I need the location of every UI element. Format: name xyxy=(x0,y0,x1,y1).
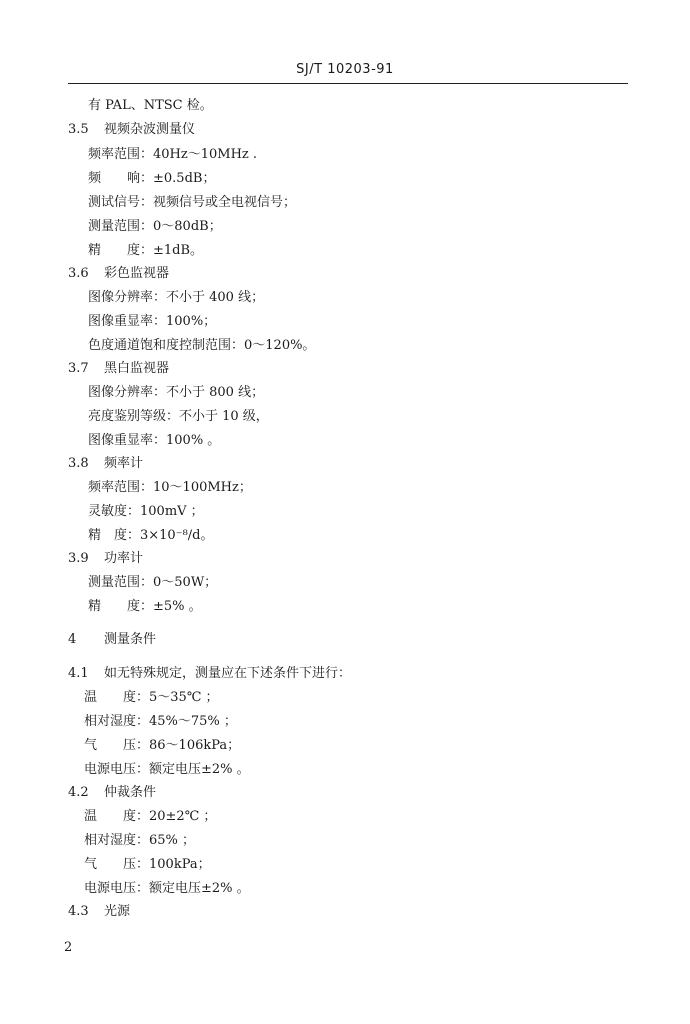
spec-line: 测量范围：0～80dB； xyxy=(88,219,222,234)
section-number: 3.9 xyxy=(68,551,89,566)
spec-line: 色度通道饱和度控制范围：0～120%。 xyxy=(88,338,316,353)
section-number: 3.5 xyxy=(68,122,89,137)
spec-line: 温 度：20±2℃ ； xyxy=(84,809,217,824)
spec-line: 频 响：±0.5dB； xyxy=(88,171,216,186)
spec-line: 相对湿度：65% ； xyxy=(84,833,196,848)
section-heading xyxy=(68,904,130,920)
spec-line: 频率范围：10～100MHz； xyxy=(88,480,252,495)
spec-line: 气 压：100kPa； xyxy=(84,857,211,872)
section-heading xyxy=(68,632,156,648)
spec-line: 灵敏度：100mV ； xyxy=(88,504,204,519)
section-title: 视频杂波测量仪 xyxy=(104,122,196,137)
spec-line: 精 度：±5% 。 xyxy=(88,599,202,614)
section-title: 测量条件 xyxy=(104,632,157,647)
section-title: 仲裁条件 xyxy=(104,785,157,800)
spec-line: 气 压：86～106kPa； xyxy=(84,738,241,753)
section-title: 黑白监视器 xyxy=(104,361,170,376)
spec-line: 精 度：±1dB。 xyxy=(88,243,204,258)
spec-line: 亮度鉴别等级：不小于 10 级， xyxy=(88,409,269,424)
section-number: 4.3 xyxy=(68,904,89,919)
section-title: 频率计 xyxy=(104,456,144,471)
spec-line: 电源电压：额定电压±2% 。 xyxy=(84,881,250,896)
section-number: 4.2 xyxy=(68,785,89,800)
spec-line: 有 PAL、NTSC 检。 xyxy=(88,98,213,113)
section-heading xyxy=(68,361,169,377)
section-heading xyxy=(68,551,143,567)
spec-line: 图像重显率：100%； xyxy=(88,314,217,329)
spec-line: 电源电压：额定电压±2% 。 xyxy=(84,762,250,777)
spec-line: 测试信号：视频信号或全电视信号； xyxy=(88,195,297,210)
spec-line: 图像分辨率：不小于 800 线； xyxy=(88,385,265,400)
spec-line: 精 度：3×10⁻⁸/d。 xyxy=(88,528,214,543)
spec-line: 图像分辨率：不小于 400 线； xyxy=(88,290,265,305)
section-title: 如无特殊规定，测量应在下述条件下进行： xyxy=(104,666,352,681)
page-header: SJ/T 10203-91 xyxy=(296,62,394,77)
spec-line: 图像重显率：100% 。 xyxy=(88,433,221,448)
section-number: 4.1 xyxy=(68,666,89,681)
section-title: 功率计 xyxy=(104,551,144,566)
spec-line: 相对湿度：45%～75% ； xyxy=(84,714,237,729)
section-title: 光源 xyxy=(104,904,131,919)
section-title: 彩色监视器 xyxy=(104,266,170,281)
section-heading xyxy=(68,122,195,138)
section-number: 3.7 xyxy=(68,361,89,376)
spec-line: 温 度：5～35℃ ； xyxy=(84,690,219,705)
spec-line: 测量范围：0～50W； xyxy=(88,575,218,590)
spec-line: 频率范围：40Hz～10MHz . xyxy=(88,147,258,162)
page-number: 2 xyxy=(64,940,73,955)
section-heading xyxy=(68,666,351,682)
header-rule xyxy=(68,83,628,84)
section-heading xyxy=(68,266,169,282)
section-number: 4 xyxy=(68,632,77,647)
section-heading xyxy=(68,785,156,801)
section-heading xyxy=(68,456,143,472)
section-number: 3.8 xyxy=(68,456,89,471)
section-number: 3.6 xyxy=(68,266,89,281)
